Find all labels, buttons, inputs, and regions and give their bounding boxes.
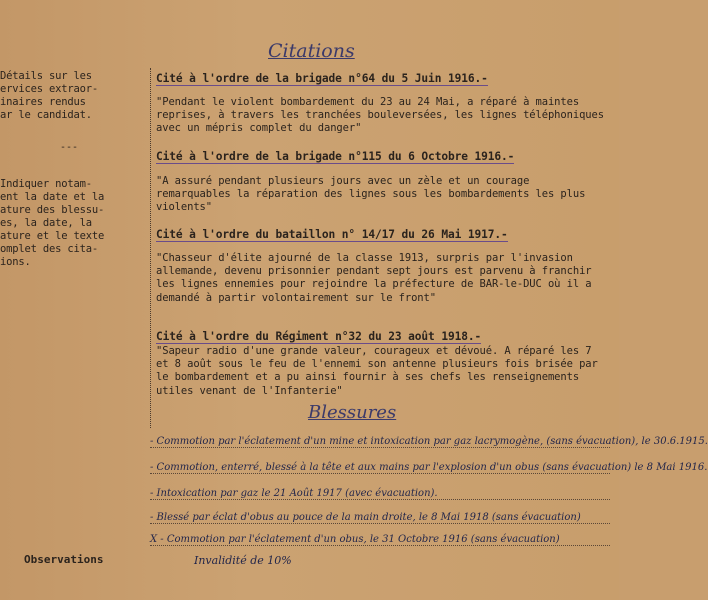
- citation-text-1: "Pendant le violent bombardement du 23 au 24 Mai, a réparé à maintes reprises, à travers les tranchées bouleversées, les lignes téléphoniques avec un mépris complet du danger": [156, 96, 604, 135]
- indiquer-label: Indiquer notam- ent la date et la ature des blessu- es, la date, la ature et le texte omplet des cita- ions.: [0, 178, 105, 268]
- blessure-3: - Intoxication par gaz le 21 Août 1917 (avec évacuation).: [150, 488, 610, 500]
- separator: ---: [60, 142, 79, 153]
- observations-label: Observations: [24, 553, 104, 566]
- citation-heading-1: Cité à l'ordre de la brigade n°64 du 5 Juin 1916.-: [156, 72, 488, 85]
- citation-heading-2: Cité à l'ordre de la brigade n°115 du 6 Octobre 1916.-: [156, 150, 515, 163]
- blessure-2: - Commotion, enterré, blessé à la tête et aux mains par l'explosion d'un obus (sans évacuation) le 8 Mai 1916.: [150, 462, 708, 473]
- details-label: Détails sur les ervices extraor- inaires rendus ar le candidat.: [0, 70, 98, 121]
- citation-heading-4: Cité à l'ordre du Régiment n°32 du 23 août 1918.-: [156, 330, 482, 343]
- blessure-5: X - Commotion par l'éclatement d'un obus, le 31 Octobre 1916 (sans évacuation): [150, 534, 610, 546]
- blessure-1: - Commotion par l'éclatement d'un mine et intoxication par gaz lacrymogène, (sans évacuation), le 30.6.1915.: [150, 436, 708, 447]
- margin-line: [150, 68, 152, 428]
- citations-title: Citations: [268, 40, 355, 62]
- citation-text-3: "Chasseur d'élite ajourné de la classe 1913, surpris par l'invasion allemande, devenu prisonnier pendant sept jours est parvenu à franchir les lignes ennemies pour rejoindre la préfecture de BAR-le-DUC où il a demandé à partir volontairement sur le front": [156, 252, 592, 304]
- citation-text-2: "A assuré pendant plusieurs jours avec un zèle et un courage remarquables la réparation des lignes sous les bombardements les plus violents": [156, 175, 586, 214]
- blessures-title: Blessures: [308, 402, 397, 423]
- invalidity-note: Invalidité de 10%: [194, 554, 292, 567]
- blessure-4: - Blessé par éclat d'obus au pouce de la main droite, le 8 Mai 1918 (sans évacuation): [150, 512, 610, 524]
- citation-heading-3: Cité à l'ordre du bataillon n° 14/17 du 26 Mai 1917.-: [156, 228, 508, 241]
- citation-text-4: "Sapeur radio d'une grande valeur, courageux et dévoué. A réparé les 7 et 8 août sous le feu de l'ennemi son antenne plusieurs fois brisée par le bombardement et a pu ainsi fournir à ses chefs les renseignements utiles venant de l'Infanterie": [156, 345, 598, 397]
